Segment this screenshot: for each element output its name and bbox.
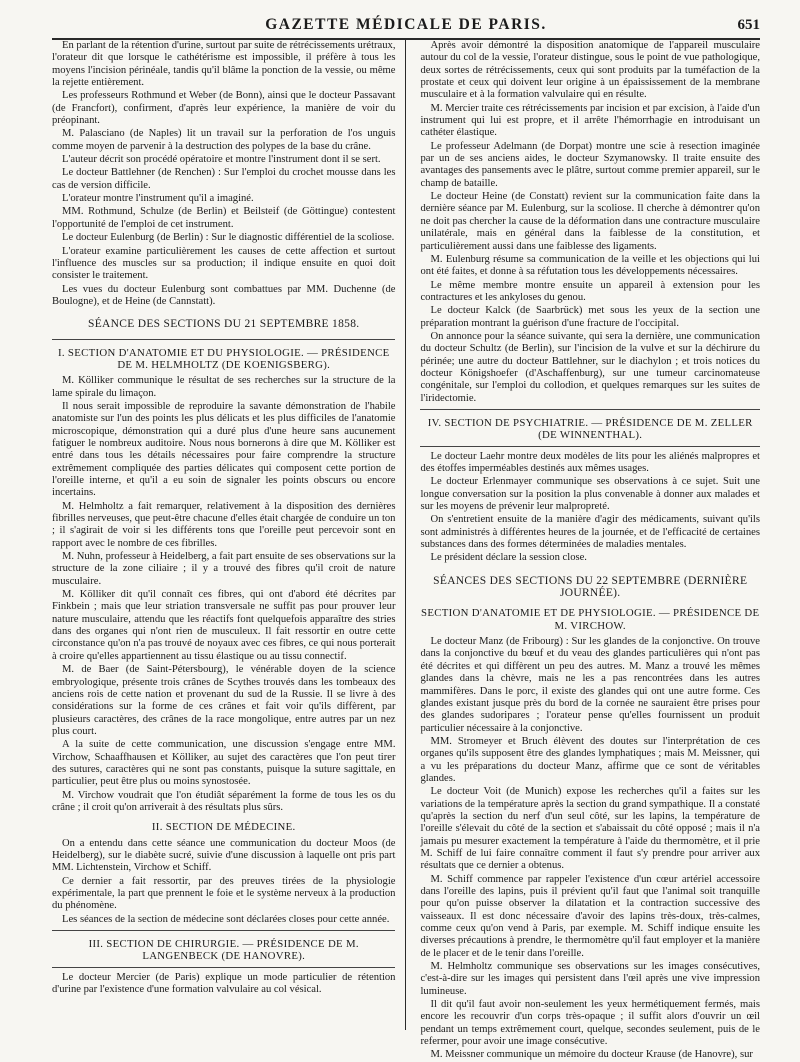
paragraph: Les vues du docteur Eulenburg sont combattues par MM. Duchenne (de Boulogne), et de Heine (de Cannstatt). (52, 283, 396, 307)
paragraph: On s'entretient ensuite de la manière d'agir des médicaments, suivant qu'ils sont administrés à différentes heures de la journée, et de l'efficacité de certaines substances dans des formes déterminées de maladies mentales. (420, 514, 760, 551)
paragraph: Le docteur Erlenmayer communique ses observations à ce sujet. Suit une longue conversation sur la position la plus convenable à donner aux malades et sur les moyens de prévenir leur malpropreté. (420, 476, 760, 513)
divider (420, 409, 760, 410)
paragraph: Après avoir démontré la disposition anatomique de l'appareil musculaire autour du col de la vessie, l'orateur distingue, sous le point de vue pathologique, deux sortes de rétrécissements, ceux qui sont produits par la tuméfaction de la prostate et ceux qui doivent leur origine à un épaississement de la membrane musculaire et à la formation valvulaire qui en résulte. (420, 40, 760, 101)
paragraph: M. Mercier traite ces rétrécissements par incision et par excision, à l'aide d'un instrument qui lui est propre, et il arrête l'hémorrhagie en introduisant un cathéter élastique. (420, 102, 760, 139)
paragraph: M. Helmholtz a fait remarquer, relativement à la disposition des dernières fibrilles nerveuses, que peut-être chacune d'elles était chargée de conduire un ton ; il s'agirait de voir si les différents tons que l'oreille peut percevoir sont en rapport avec le nombre de ces fibrilles. (52, 500, 396, 549)
session-heading: SÉANCES DES SECTIONS DU 22 SEPTEMBRE (DERNIÈRE JOURNÉE). (433, 574, 748, 600)
paragraph: M. Kölliker communique le résultat de ses recherches sur la structure de la lame spirale du limaçon. (52, 375, 396, 399)
paragraph: M. Meissner communique un mémoire du docteur Krause (de Hanovre), sur (430, 1049, 753, 1061)
paragraph: Le docteur Manz (de Fribourg) : Sur les glandes de la conjonctive. On trouve dans la conjonctive du bœuf et du veau des glandes particulières qui n'ont pas été décrites et qui diffèrent un peu des autres. M. Manz a trouvé les mêmes glandes dans la chèvre, mais ne les a pas rencontrées dans les autres mammifères. Dans le porc, il existe des glandes qui ont une autre forme. Ces glandes existant jusque près du bord de la cornée ne sauraient être prises pour des glandes sudoripares ; l'orateur pense qu'elles fournissent un produit particulier nécessaire à la conjonctive. (420, 636, 760, 734)
paragraph: Le docteur Mercier (de Paris) explique un mode particulier de rétention d'urine par l'existence d'une formation valvulaire au col vésical. (52, 971, 396, 996)
section-heading: II. SECTION DE MÉDECINE. (151, 821, 296, 834)
paragraph: Ce dernier a fait ressortir, par des preuves tirées de la physiologie expérimentale, la part que prennent le foie et le système nerveux à la production du phénomène. (52, 875, 396, 912)
paragraph: M. de Baer (de Saint-Pétersbourg), le vénérable doyen de la science embryologique, présente trois crânes de Scythes trouvés dans les tombeaux des anciens rois de cette nation et provenant du sud de la Russie. Il se livre à des considérations sur la forme de ces crânes et fait voir qu'ils diffèrent, par plusieurs caractères, des crânes de la race mongolique, entre autres par un nez plus court. (52, 664, 396, 737)
section-heading: III. SECTION DE CHIRURGIE. — PRÉSIDENCE DE M. LANGENBECK (DE HANOVRE). (88, 938, 359, 963)
paragraph: Le même membre montre ensuite un appareil à extension pour les contractures et les ankyloses du genou. (420, 279, 760, 303)
left-column (52, 40, 399, 1030)
paragraph: Le docteur Voit (de Munich) expose les recherches qu'il a faites sur les variations de la température après la section du grand sympathique. Il a constaté qu'après la section du nerf d'un seul côté, sur les lapins, la température de l'oreille s'élevait du côté de la section et s'abaissait du côté opposé ; mais il n'a jamais pu mesurer exactement la température à l'aide du thermomètre, et il prie M. Schiff de lui faire connaître comment il faut s'y prendre pour arriver aux résultats que ce dernier a obtenus. (420, 786, 760, 872)
article-columns (52, 40, 760, 1061)
paragraph: M. Virchow voudrait que l'on étudiât séparément la forme de tous les os du crâne ; il croit qu'on arriverait à des résultats plus sûrs. (52, 789, 396, 813)
section-heading: I. SECTION D'ANATOMIE ET DU PHYSIOLOGIE. — PRÉSIDENCE DE M. HELMHOLTZ (DE KOENIGSBERG). (58, 346, 390, 371)
paragraph: En parlant de la rétention d'urine, surtout par suite de rétrécissements urétraux, l'orateur dit que lorsque le cathétérisme est impossible, il préfère à tous les moyens l'incision périnéale, tandis qu'il blâme la ponction de la vessie, ou même la rejette entièrement. (52, 40, 396, 89)
paragraph: M. Eulenburg résume sa communication de la veille et les objections qui lui ont été faites, et donne à sa réfutation tous les développements nécessaires. (420, 253, 760, 278)
paragraph: Le docteur Heine (de Constatt) revient sur la communication faite dans la dernière séance par M. Eulenburg, sur la scoliose. Il cherche à démontrer qu'on ne doit pas chercher la cause de la déformation dans une contracture musculaire unilatérale, mais en général dans la faiblesse de la constitution, et particulièrement aussi dans une faiblesse des ligaments. (420, 191, 760, 252)
paragraph: M. Nuhn, professeur à Heidelberg, a fait part ensuite de ses observations sur la structure de la zone ciliaire ; il y a trouvé des fibres qu'il croit de nature musculaire. (52, 551, 396, 587)
paragraph: MM. Rothmund, Schulze (de Berlin) et Beilsteif (de Göttingue) contestent l'opportunité de l'emploi de cet instrument. (52, 206, 396, 230)
paragraph: L'orateur examine particulièrement les causes de cette affection et surtout l'influence des muscles sur sa production; il indique ensuite en quoi doit consister le traitement. (52, 245, 396, 282)
paragraph: MM. Stromeyer et Bruch élèvent des doutes sur l'interprétation de ces organes qu'ils supposent être des glandes lymphatiques ; mais M. Meissner, qui a vu les préparations du docteur Manz, affirme que ce sont de véritables glandes. (420, 735, 760, 784)
section-heading: IV. SECTION DE PSYCHIATRIE. — PRÉSIDENCE DE M. ZELLER (DE WINNENTHAL). (427, 416, 753, 442)
paragraph: M. Schiff commence par rappeler l'existence d'un cœur artériel accessoire dans l'oreille des lapins, puis il prévient qu'il faut que l'animal soit tranquille pour qu'on puisse observer la dilatation et la contraction successive des vaisseaux. Il est donc nécessaire d'avoir des lapins très-doux, très-calmes, comme ceux qu'on vend à Paris, par exemple. M. Schiff indique ensuite les diverses précautions à prendre, le thermomètre qu'il faut employer et la manière de le placer et de le tenir dans l'oreille. (420, 873, 760, 959)
journal-title: GAZETTE MÉDICALE DE PARIS. (265, 16, 547, 33)
paragraph: M. Palasciano (de Naples) lit un travail sur la perforation de l'os unguis comme moyen de parvenir à la destruction des polypes de la base du crâne. (52, 128, 396, 152)
session-heading: SÉANCE DES SECTIONS DU 21 SEPTEMBRE 1858. (88, 318, 360, 331)
paragraph: Le docteur Laehr montre deux modèles de lits pour les aliénés malpropres et des étoffes imperméables destinés aux mêmes usages. (420, 450, 760, 474)
divider (52, 967, 395, 968)
paragraph: Les professeurs Rothmund et Weber (de Bonn), ainsi que le docteur Passavant (de Francfort), confirment, d'après leur expérience, la manière de voir du préopinant. (52, 90, 396, 127)
paragraph: On annonce pour la séance suivante, qui sera la dernière, une communication du docteur Schultz (de Berlin), sur l'incision de la vulve et sur la déchirure du périnée; une autre du docteur Battlehner, sur le diachylon ; et trois notices du docteur Königshoefer (d'Aschaffenburg), sur une tumeur carcinomateuse congénitale, sur l'emploi du collodion, et quelques remarques sur les suites de l'iridectomie. (420, 330, 760, 404)
right-column (412, 40, 760, 1061)
paragraph: Le docteur Eulenburg (de Berlin) : Sur le diagnostic différentiel de la scoliose. (62, 232, 395, 244)
paragraph: A la suite de cette communication, une discussion s'engage entre MM. Virchow, Schaaffhausen et Kölliker, au sujet des caractères que l'on peut tirer des sutures, caractères qui ne sont pas constants, puisque la suture sagittale, en particulier, peut être plus ou moins synostosée. (52, 739, 396, 788)
divider (420, 446, 760, 447)
section-heading: SECTION D'ANATOMIE ET DE PHYSIOLOGIE. — PRÉSIDENCE DE M. VIRCHOW. (421, 607, 760, 632)
column-rule (405, 40, 406, 1030)
paragraph: L'auteur décrit son procédé opératoire et montre l'instrument dont il se sert. (62, 154, 381, 166)
paragraph: L'orateur montre l'instrument qu'il a imaginé. (62, 193, 254, 205)
paragraph: Les séances de la section de médecine sont déclarées closes pour cette année. (62, 913, 390, 925)
paragraph: Le docteur Battlehner (de Renchen) : Sur l'emploi du crochet mousse dans les cas de version difficile. (52, 167, 396, 191)
divider (52, 930, 395, 931)
paragraph: Le président déclare la session close. (430, 552, 587, 564)
paragraph: Il nous serait impossible de reproduire la savante démonstration de l'habile anatomiste sur l'un des points les plus délicats et les plus difficiles de l'anatomie microscopique, démonstration qui a duré plus d'une heure sans aucunement fatiguer le nombreux auditoire. Nous nous bornerons à dire que M. Kölliker est entré dans tous les détails nécessaires pour faire comprendre la structure extrêmement compliquée des parties délicates qui composent cette portion de l'oreille interne, et qu'il a eu soin de signaler les points obscurs ou encore incertains. (52, 400, 396, 499)
page-number: 651 (737, 17, 760, 33)
paragraph: Le docteur Kalck (de Saarbrück) met sous les yeux de la section une préparation montrant la guérison d'une fracture de l'occipital. (420, 305, 760, 329)
paragraph: Le professeur Adelmann (de Dorpat) montre une scie à resection imaginée par un de ses anciens aides, le docteur Szymanowsky. Il traite ensuite des avantages des pansements avec le plâtre, surtout comme premier appareil, sur le champ de bataille. (420, 140, 760, 189)
paragraph: M. Helmholtz communique ses observations sur les images consécutives, c'est-à-dire sur les images qui persistent dans l'œil après une vive impression lumineuse. (420, 961, 760, 997)
paragraph: M. Kölliker dit qu'il connaît ces fibres, qui ont d'abord été décrites par Finkbein ; mais que leur striation transversale ne suffit pas pour prouver leur nature musculaire, attendu que les réactifs font quelquefois apparaître des stries dans des organes qui n'ont rien de musculeux. Il fait ressortir en outre cette circonstance qu'on n'a pas trouvé de noyaux avec ces fibres, ce qui nous porterait à croire qu'elles appartiennent au tissu élastique ou au tissu connectif. (52, 589, 396, 662)
paragraph: On a entendu dans cette séance une communication du docteur Moos (de Heidelberg), sur le diabète sucré, suivie d'une discussion à laquelle ont pris part MM. Lichtenstein, Virchow et Schiff. (52, 837, 396, 874)
paragraph: Il dit qu'il faut avoir non-seulement les yeux hermétiquement fermés, mais encore les recouvrir d'un corps très-opaque ; il suffit alors d'ouvrir un œil pendant un temps extrêmement court, quelque, secondes seulement, puis de le refermer, pour avoir une image consécutive. (420, 999, 760, 1048)
page-header (52, 14, 760, 40)
divider (52, 339, 395, 340)
